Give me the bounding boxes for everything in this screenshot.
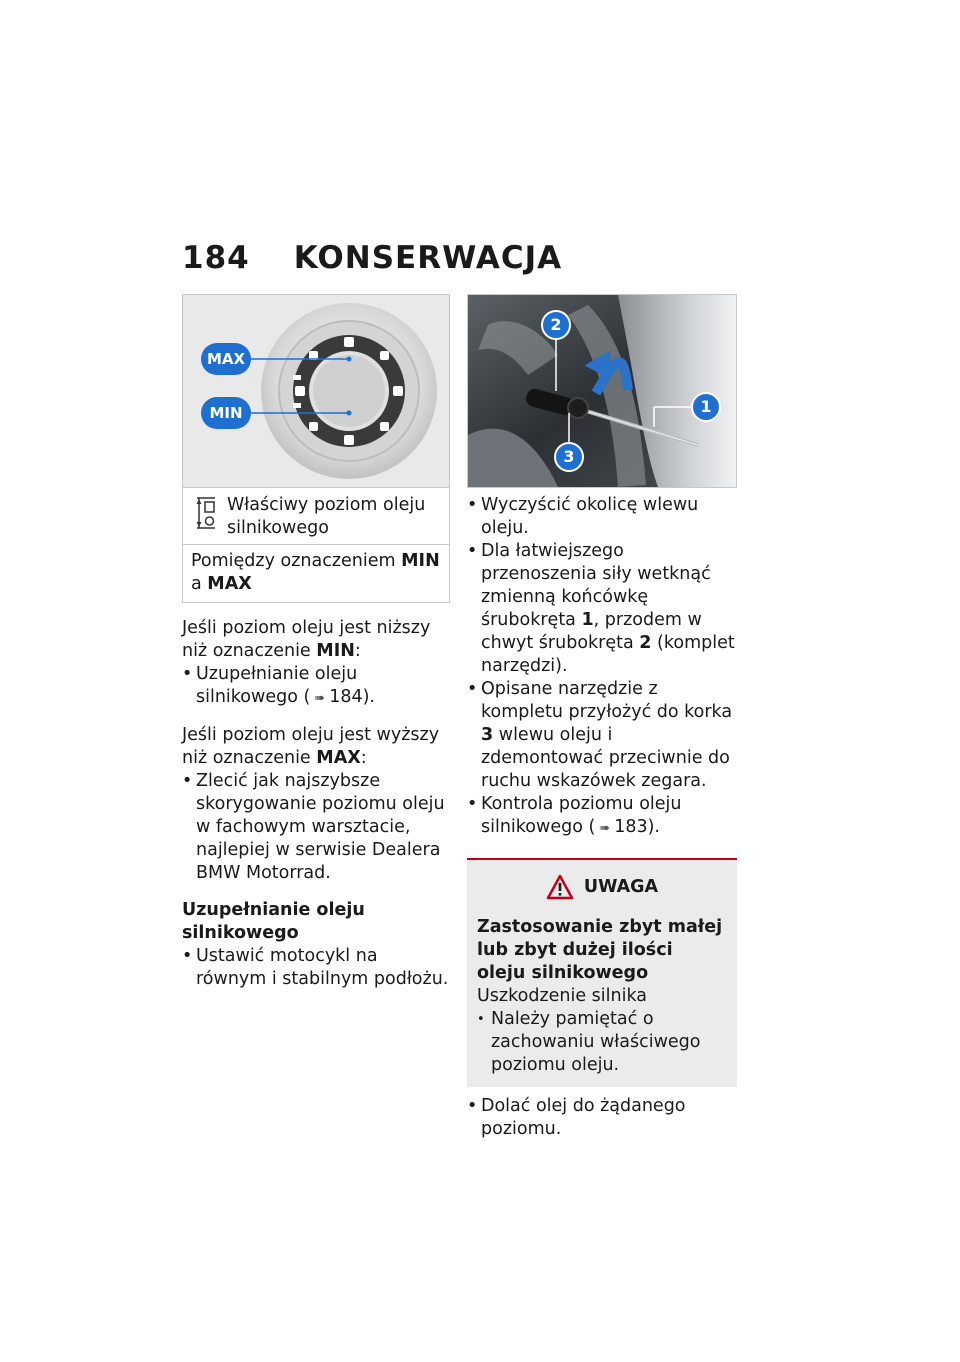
refill-heading: Uzupełnianie oleju silnikowego: [182, 900, 365, 943]
refill-list-left: [182, 945, 450, 991]
p1-bold: MIN: [316, 641, 355, 661]
p1-end: :: [354, 641, 361, 661]
max-marker-label: MAX: [206, 350, 246, 368]
list-item: • Zlecić jak najszybsze skorygowanie poziomu oleju w fachowym warsztacie, najlepiej w serwisie Dealera BMW Motorrad.: [182, 770, 450, 885]
high-oil-paragraph: [182, 724, 450, 770]
callout-1: 1: [700, 397, 712, 416]
warning-title-row: [477, 874, 727, 900]
refill-final-list: [467, 1095, 737, 1141]
item-end: ).: [647, 817, 660, 837]
oil-level-infobox: [182, 488, 450, 603]
oil-level-icon: [193, 494, 227, 540]
refill-steps-list: [467, 494, 737, 840]
item-text: wlewu oleju i zdemontować przeciwnie do ruchu wskazówek zegara.: [481, 725, 730, 791]
list-item: • Należy pamiętać o zachowaniu właściwego poziomu oleju.: [477, 1008, 727, 1077]
range-mid: a: [191, 574, 208, 594]
warning-box: [467, 858, 737, 1087]
warning-list: [477, 1008, 727, 1077]
list-item: • Ustawić motocykl na równym i stabilnym podłożu.: [182, 945, 450, 991]
filler-cap-photo: [468, 295, 737, 487]
warning-triangle-icon: [546, 874, 574, 900]
item-text: , przodem w chwyt śrubokręta: [481, 610, 702, 653]
left-column: [182, 294, 450, 991]
item-text: Dla łatwiejszego przenoszenia siły wetknąć zmienną końcówkę śrubokręta: [481, 541, 711, 630]
item-end: ).: [362, 687, 375, 707]
item-text: Opisane narzędzie z kompletu przyłożyć do korka: [481, 679, 733, 722]
min-marker-label: MIN: [209, 404, 243, 422]
item-text: Kontrola poziomu oleju silnikowego (: [481, 794, 682, 837]
list-item: [182, 663, 450, 710]
page-ref-link[interactable]: 184: [329, 687, 363, 707]
page-number: 184: [182, 240, 250, 276]
range-max: MAX: [207, 574, 252, 594]
range-min: MIN: [401, 551, 440, 571]
list-item: • Dolać olej do żądanego poziomu.: [467, 1095, 737, 1141]
p2-bold: MAX: [316, 748, 361, 768]
p2-text: Jeśli poziom oleju jest wyższy niż oznaczenie: [182, 725, 440, 768]
page-ref-arrow-icon: ➠: [314, 691, 326, 706]
list-item: • Wyczyścić okolicę wlewu oleju.: [467, 494, 737, 540]
ref-number: 2: [639, 633, 652, 653]
range-prefix: Pomiędzy oznaczeniem: [191, 551, 402, 571]
oil-sight-glass-figure: [182, 294, 450, 488]
callout-2: 2: [550, 315, 562, 334]
warning-effect: Uszkodzenie silnika: [477, 986, 648, 1006]
p2-end: :: [360, 748, 367, 768]
list-item: [467, 540, 737, 678]
sight-glass-illustration: [183, 295, 450, 487]
oil-filler-cap-figure: [467, 294, 737, 488]
high-oil-list: [182, 770, 450, 885]
callout-3: 3: [563, 447, 575, 466]
ref-number: 3: [481, 725, 494, 745]
item-text: Uzupełnianie oleju silnikowego (: [196, 664, 358, 707]
page-header: [182, 240, 562, 276]
warning-cause: Zastosowanie zbyt małej lub zbyt dużej ilości oleju silnikowego: [477, 917, 723, 983]
list-item: [467, 678, 737, 793]
item-text: (komplet narzędzi).: [481, 633, 735, 676]
page-ref-arrow-icon: ➠: [599, 821, 611, 836]
list-item: [467, 793, 737, 840]
infobox-range: [183, 545, 449, 602]
section-title: KONSERWACJA: [293, 240, 563, 276]
low-oil-list: [182, 663, 450, 710]
right-column: [467, 294, 737, 1141]
low-oil-paragraph: [182, 617, 450, 663]
page-ref-link[interactable]: 183: [614, 817, 648, 837]
infobox-title: Właściwy poziom oleju silnikowego: [227, 495, 426, 538]
p1-text: Jeśli poziom oleju jest niższy niż oznaczenie: [182, 618, 431, 661]
infobox-title-row: [183, 488, 449, 545]
warning-title: UWAGA: [583, 876, 659, 897]
ref-number: 1: [581, 610, 594, 630]
